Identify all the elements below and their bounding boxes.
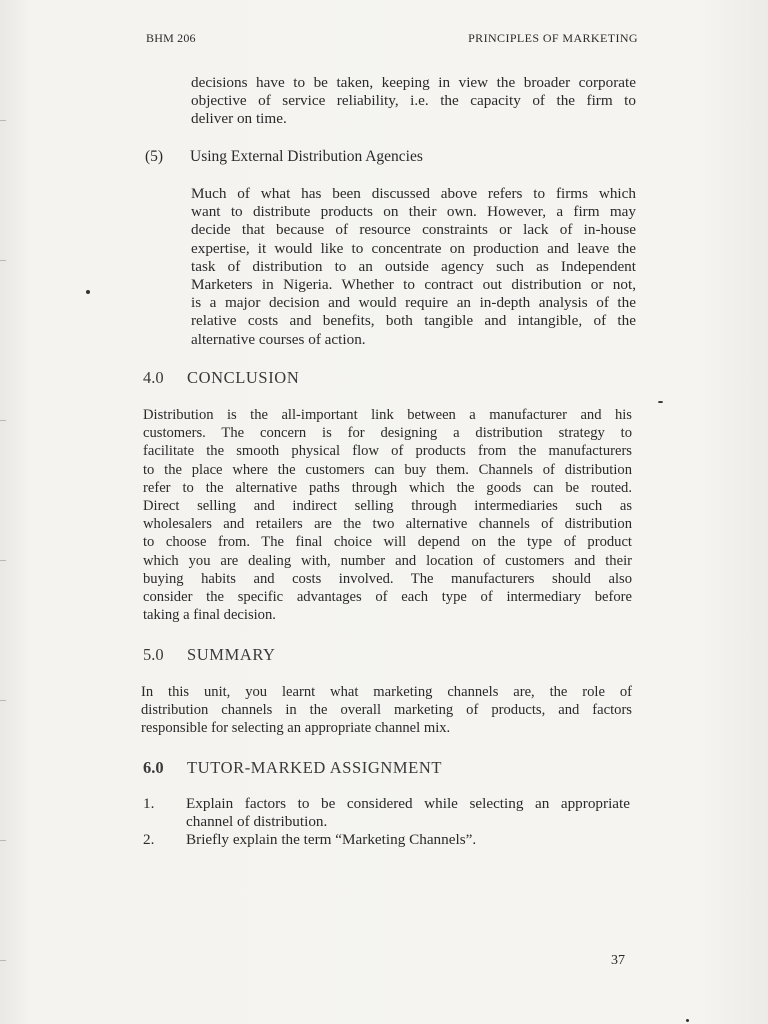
scan-edge-mark [0, 420, 6, 421]
paragraph-line: responsible for selecting an appropriate channel mix. [141, 720, 451, 737]
conclusion-paragraph [143, 406, 632, 624]
paragraph-line: to choose from. The final choice will depend on the type of product [143, 534, 632, 551]
scan-edge-mark [0, 260, 6, 261]
paragraph-line: is a major decision and would require an in-depth analysis of the [191, 294, 636, 312]
paragraph-line: Distribution is the all-important link between a manufacturer and his [143, 407, 632, 423]
paragraph-line: Direct selling and indirect selling through intermediaries such as [143, 498, 632, 515]
paragraph-line: buying habits and costs involved. The manufacturers should also [143, 570, 632, 587]
assignment-item-number: 2. [143, 831, 155, 848]
paragraph-line: In this unit, you learnt what marketing channels are, the role of [141, 684, 632, 700]
paragraph-line: decisions have to be taken, keeping in view the broader corporate [191, 74, 636, 91]
paragraph-line: channel of distribution. [186, 813, 328, 831]
section-number-summary: 5.0 [143, 645, 164, 664]
paragraph-line: deliver on time. [191, 110, 287, 128]
paragraph-line: Marketers in Nigeria. Whether to contract out distribution or not, [191, 276, 636, 294]
assignment-item [186, 831, 630, 849]
paragraph-line: taking a final decision. [143, 607, 276, 624]
paragraph-line: want to distribute products on their own. However, a firm may [191, 203, 636, 221]
paragraph-line: refer to the alternative paths through which the goods can be routed. [143, 479, 632, 496]
paragraph-line: relative costs and benefits, both tangible and intangible, of the [191, 312, 636, 330]
paragraph-line: task of distribution to an outside agency such as Independent [191, 257, 636, 275]
scan-edge-mark [0, 840, 6, 841]
paragraph-line: decide that because of resource constraints or lack of in-house [191, 221, 636, 239]
intro-paragraph [191, 74, 636, 129]
assignment-item-number: 1. [143, 795, 155, 812]
paragraph-line: objective of service reliability, i.e. the capacity of the firm to [191, 92, 636, 110]
paragraph-line: Briefly explain the term “Marketing Channels”. [186, 831, 477, 848]
subsection-number: (5) [145, 148, 164, 165]
page-number: 37 [611, 953, 625, 968]
subsection-title: Using External Distribution Agencies [190, 148, 423, 165]
scan-edge-mark [0, 960, 6, 961]
section-number-assignment: 6.0 [143, 758, 164, 777]
paragraph-line: facilitate the smooth physical flow of products from the manufacturers [143, 443, 632, 460]
assignment-item [186, 795, 630, 831]
paragraph-line: Explain factors to be considered while selecting an appropriate [186, 795, 630, 812]
scan-speck [658, 401, 663, 403]
scan-speck [86, 290, 90, 294]
summary-paragraph [141, 683, 632, 738]
section-number-conclusion: 4.0 [143, 368, 164, 387]
paragraph-line: consider the specific advantages of each type of intermediary before [143, 589, 632, 606]
paragraph-line: expertise, it would like to concentrate on production and leave the [191, 239, 636, 257]
paragraph-line: which you are dealing with, number and location of customers and their [143, 552, 632, 569]
scan-edge-mark [0, 120, 6, 121]
paragraph-line: customers. The concern is for designing a distribution strategy to [143, 425, 632, 442]
scan-speck [686, 1019, 689, 1022]
scan-edge-mark [0, 560, 6, 561]
header-course-title: PRINCIPLES OF MARKETING [468, 31, 638, 45]
paragraph-line: to the place where the customers can buy them. Channels of distribution [143, 461, 632, 478]
paragraph-line: wholesalers and retailers are the two alternative channels of distribution [143, 516, 632, 533]
section-title-assignment: TUTOR-MARKED ASSIGNMENT [187, 758, 443, 777]
section-title-conclusion: CONCLUSION [187, 368, 300, 387]
paragraph-line: Much of what has been discussed above refers to firms which [191, 185, 636, 202]
paragraph-line: alternative courses of action. [191, 330, 366, 348]
scan-edge-mark [0, 700, 6, 701]
paragraph-line: distribution channels in the overall marketing of products, and factors [141, 702, 632, 719]
subsection-paragraph [191, 185, 636, 349]
header-course-code: BHM 206 [146, 31, 196, 45]
section-title-summary: SUMMARY [187, 645, 276, 664]
